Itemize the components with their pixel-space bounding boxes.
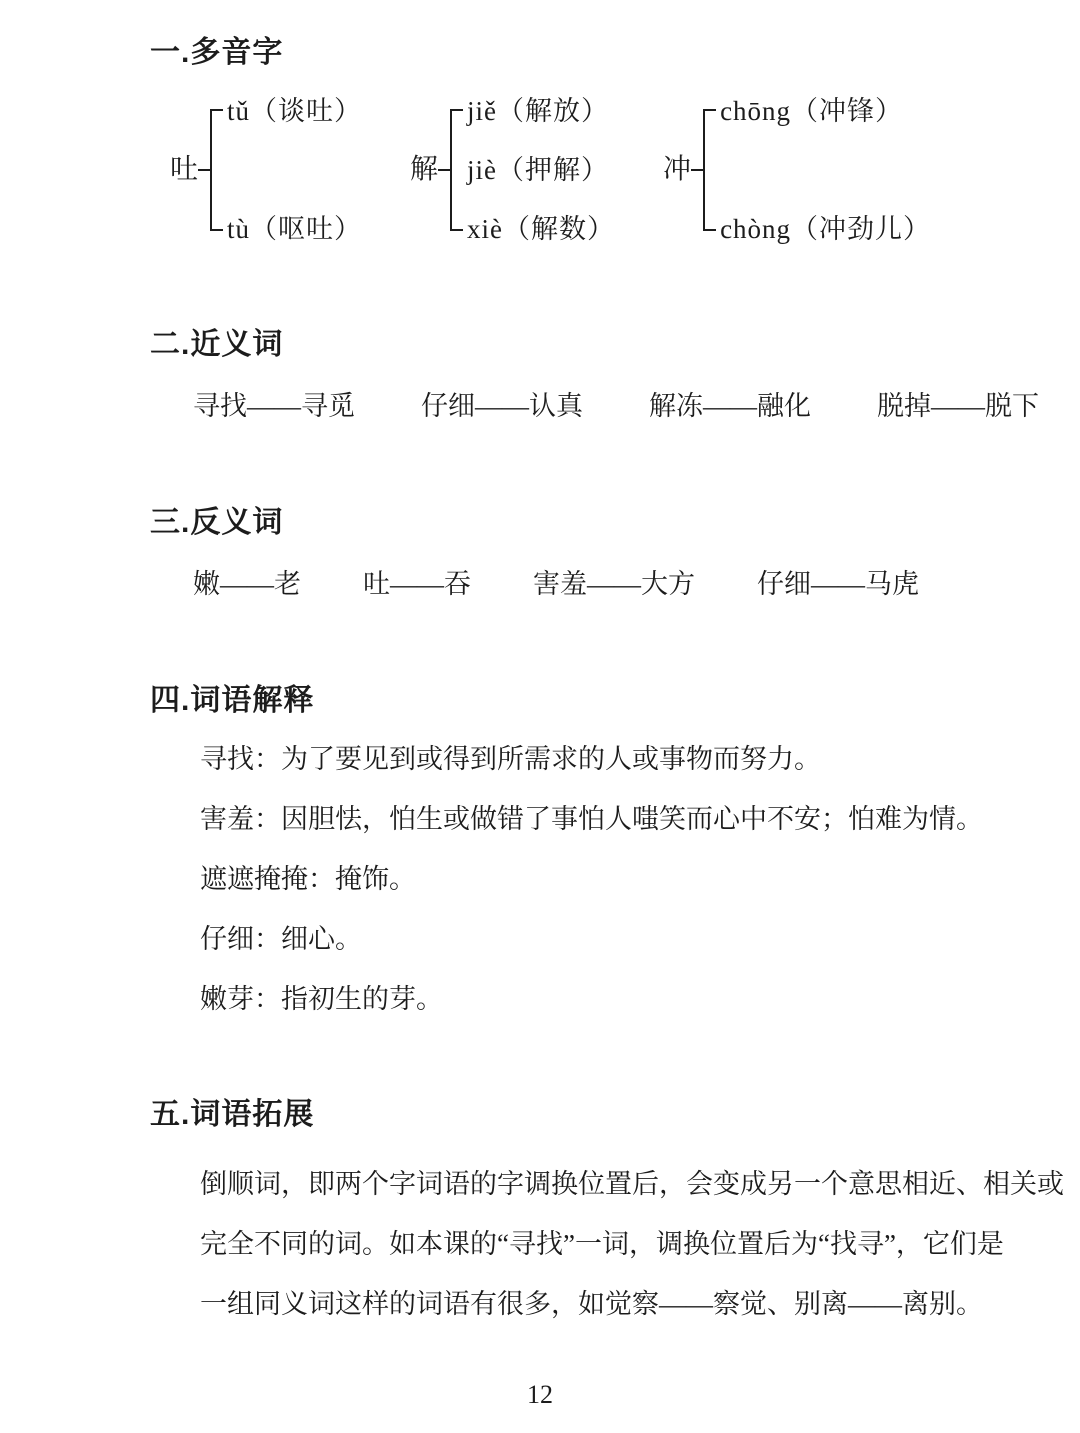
definition-item: 遮遮掩掩：掩饰。 (200, 864, 416, 894)
polyphone-entries (227, 96, 362, 244)
section-heading-synonyms: 二.近义词 (150, 328, 284, 361)
expansion-line: 完全不同的词。如本课的“寻找”一词，调换位置后为“找寻”，它们是 (200, 1229, 1004, 1259)
polyphone-entry: jiè（押解） (467, 155, 610, 185)
polyphone-entry: tǔ（谈吐） (227, 96, 363, 126)
polyphone-entry: jiě（解放） (467, 96, 610, 126)
antonym-pair: 吐——吞 (363, 569, 471, 599)
synonym-pair: 解冻——融化 (649, 391, 811, 421)
polyphone-entry: chōng（冲锋） (720, 96, 904, 126)
polyphone-diagram (170, 96, 1080, 244)
polyphone-entry: xiè（解数） (467, 214, 616, 244)
bracket-line (703, 109, 716, 231)
bracket-line (450, 109, 463, 231)
section-heading-expansion: 五.词语拓展 (150, 1098, 315, 1131)
definition-item: 寻找：为了要见到或得到所需求的人或事物而努力。 (200, 744, 821, 774)
polyphone-char: 解 (410, 154, 439, 185)
synonym-pair: 仔细——认真 (421, 391, 583, 421)
synonym-pairs-row (193, 390, 1080, 422)
synonym-pair: 脱掉——脱下 (877, 391, 1039, 421)
antonym-pair: 嫩——老 (193, 569, 301, 599)
expansion-paragraph (200, 1154, 1064, 1334)
definition-item: 嫩芽：指初生的芽。 (200, 984, 443, 1014)
polyphone-entry: chòng（冲劲儿） (720, 214, 932, 244)
expansion-line: 倒顺词，即两个字词语的字调换位置后，会变成另一个意思相近、相关或 (200, 1169, 1064, 1199)
section-heading-polyphones: 一.多音字 (150, 36, 284, 69)
section-heading-definitions: 四.词语解释 (150, 684, 315, 717)
polyphone-char: 冲 (663, 154, 692, 185)
polyphone-group-chong (663, 96, 931, 244)
bracket-tick (198, 169, 210, 171)
polyphone-entries (720, 96, 931, 244)
synonym-pair: 寻找——寻觅 (193, 391, 355, 421)
page-number: 12 (527, 1380, 553, 1409)
antonym-pair: 仔细——马虎 (757, 569, 919, 599)
antonym-pair: 害羞——大方 (533, 569, 695, 599)
expansion-line: 一组同义词这样的词语有很多，如觉察——察觉、别离——离别。 (200, 1289, 983, 1319)
definition-item: 害羞：因胆怯，怕生或做错了事怕人嗤笑而心中不安；怕难为情。 (200, 804, 983, 834)
bracket-tick (438, 169, 450, 171)
polyphone-group-jie (410, 96, 615, 244)
antonym-pairs-row (193, 568, 1080, 600)
definition-list (200, 744, 1080, 1014)
definition-item: 仔细：细心。 (200, 924, 362, 954)
polyphone-entry: tù（呕吐） (227, 214, 363, 244)
bracket-tick (691, 169, 703, 171)
bracket-line (210, 109, 223, 231)
polyphone-group-tu (170, 96, 362, 244)
section-heading-antonyms: 三.反义词 (150, 506, 284, 539)
polyphone-entries (467, 96, 615, 244)
polyphone-char: 吐 (170, 154, 199, 185)
